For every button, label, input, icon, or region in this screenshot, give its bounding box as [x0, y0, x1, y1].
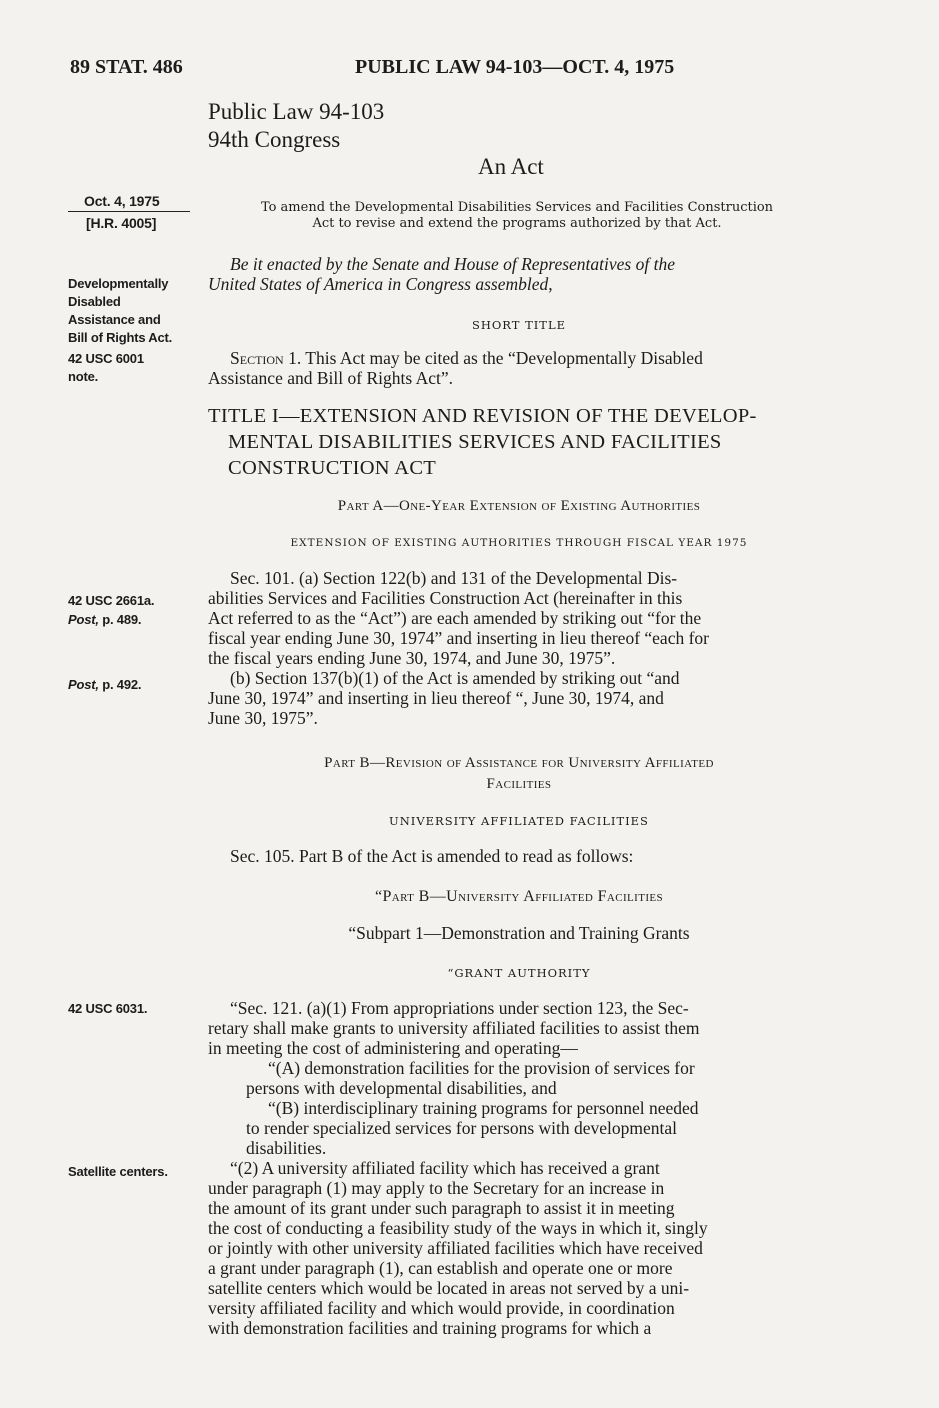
section-101: Sec. 101. (a) Section 122(b) and 131 of the Developmental Dis- abilities Services and Facilities Construction Act (hereinafter in this Act referred to as the “Act”) are each amended by striking out “for the fiscal year ending June 30, 1974” and inserting in lieu thereof “each for the fiscal years ending June 30, 1974, and June 30, 1975”. (b) Section 137(b)(1) of the Act is amended by striking out “and June 30, 1974” and inserting in lieu thereof “, June 30, 1974, and June 30, 1975”.: [208, 568, 709, 728]
part-b-subheading: UNIVERSITY AFFILIATED FACILITIES: [389, 814, 649, 828]
part-b-heading: Part B—Revision of Assistance for University Affiliated Facilities: [324, 755, 714, 792]
grant-authority-heading: “GRANT AUTHORITY: [447, 966, 591, 980]
margin-date: Oct. 4, 1975: [84, 193, 160, 209]
short-title-heading: SHORT TITLE: [471, 318, 567, 332]
act-purpose: To amend the Developmental Disabilities Services and Facilities Construction Act to revise and extend the programs authorized by that Act.: [260, 200, 774, 231]
margin-satellite-centers: Satellite centers.: [68, 1164, 168, 1179]
page-stat: 89 STAT. 486: [70, 56, 183, 78]
subpart-1-heading: “Subpart 1—Demonstration and Training Grants: [348, 923, 690, 943]
margin-bill: [H.R. 4005]: [86, 215, 157, 231]
section-1: Section 1. This Act may be cited as the “Developmentally Disabled Assistance and Bill of Rights Act”.: [208, 348, 703, 388]
part-a-heading: Part A—One-Year Extension of Existing Authorities: [337, 498, 701, 514]
law-number: Public Law 94-103: [208, 99, 385, 124]
section-121: “Sec. 121. (a)(1) From appropriations under section 123, the Sec- retary shall make grants to university affiliated facilities to assist them in meeting the cost of administering and operating— “(A) demonstration facilities for the provision of services for persons with developmental disabilities, and “(B) interdisciplinary training programs for personnel needed to render specialized services for persons with developmental disabilities. “(2) A university affiliated facility which has received a grant under paragraph (1) may apply to the Secretary for an increase in the amount of its grant under such paragraph to assist it in meeting the cost of conducting a feasibility study of the ways in which it, singly or jointly with other university affiliated facilities which have received a grant under paragraph (1), can establish and operate one or more satellite centers which would be located in areas not served by a uni- versity affiliated facility and which would provide, in coordination with demonstration facilities and training programs for which a: [208, 998, 708, 1338]
title-1-heading: TITLE I—EXTENSION AND REVISION OF THE DEVELOP- MENTAL DISABILITIES SERVICES AND FACILITIES CONSTRUCTION ACT: [208, 405, 757, 479]
enacting-clause: Be it enacted by the Senate and House of Representatives of the United States of America in Congress assembled,: [208, 254, 675, 294]
margin-post-492: Post, p. 492.: [68, 677, 142, 692]
margin-usc-2661a: 42 USC 2661a.: [68, 593, 155, 608]
running-head: PUBLIC LAW 94-103—OCT. 4, 1975: [355, 56, 675, 78]
margin-usc-6001: 42 USC 6001 note.: [68, 351, 144, 384]
act-heading: An Act: [478, 154, 544, 179]
congress: 94th Congress: [208, 127, 341, 152]
margin-post-489: Post, p. 489.: [68, 612, 142, 627]
margin-short-title: Developmentally Disabled Assistance and Bill of Rights Act.: [68, 276, 173, 345]
section-105: Sec. 105. Part B of the Act is amended to read as follows:: [230, 846, 634, 866]
part-b-quoted: “Part B—University Affiliated Facilities: [374, 888, 664, 905]
part-a-subheading: EXTENSION OF EXISTING AUTHORITIES THROUGH FISCAL YEAR 1975: [290, 537, 748, 549]
margin-rule: [68, 211, 190, 212]
margin-usc-6031: 42 USC 6031.: [68, 1001, 148, 1016]
